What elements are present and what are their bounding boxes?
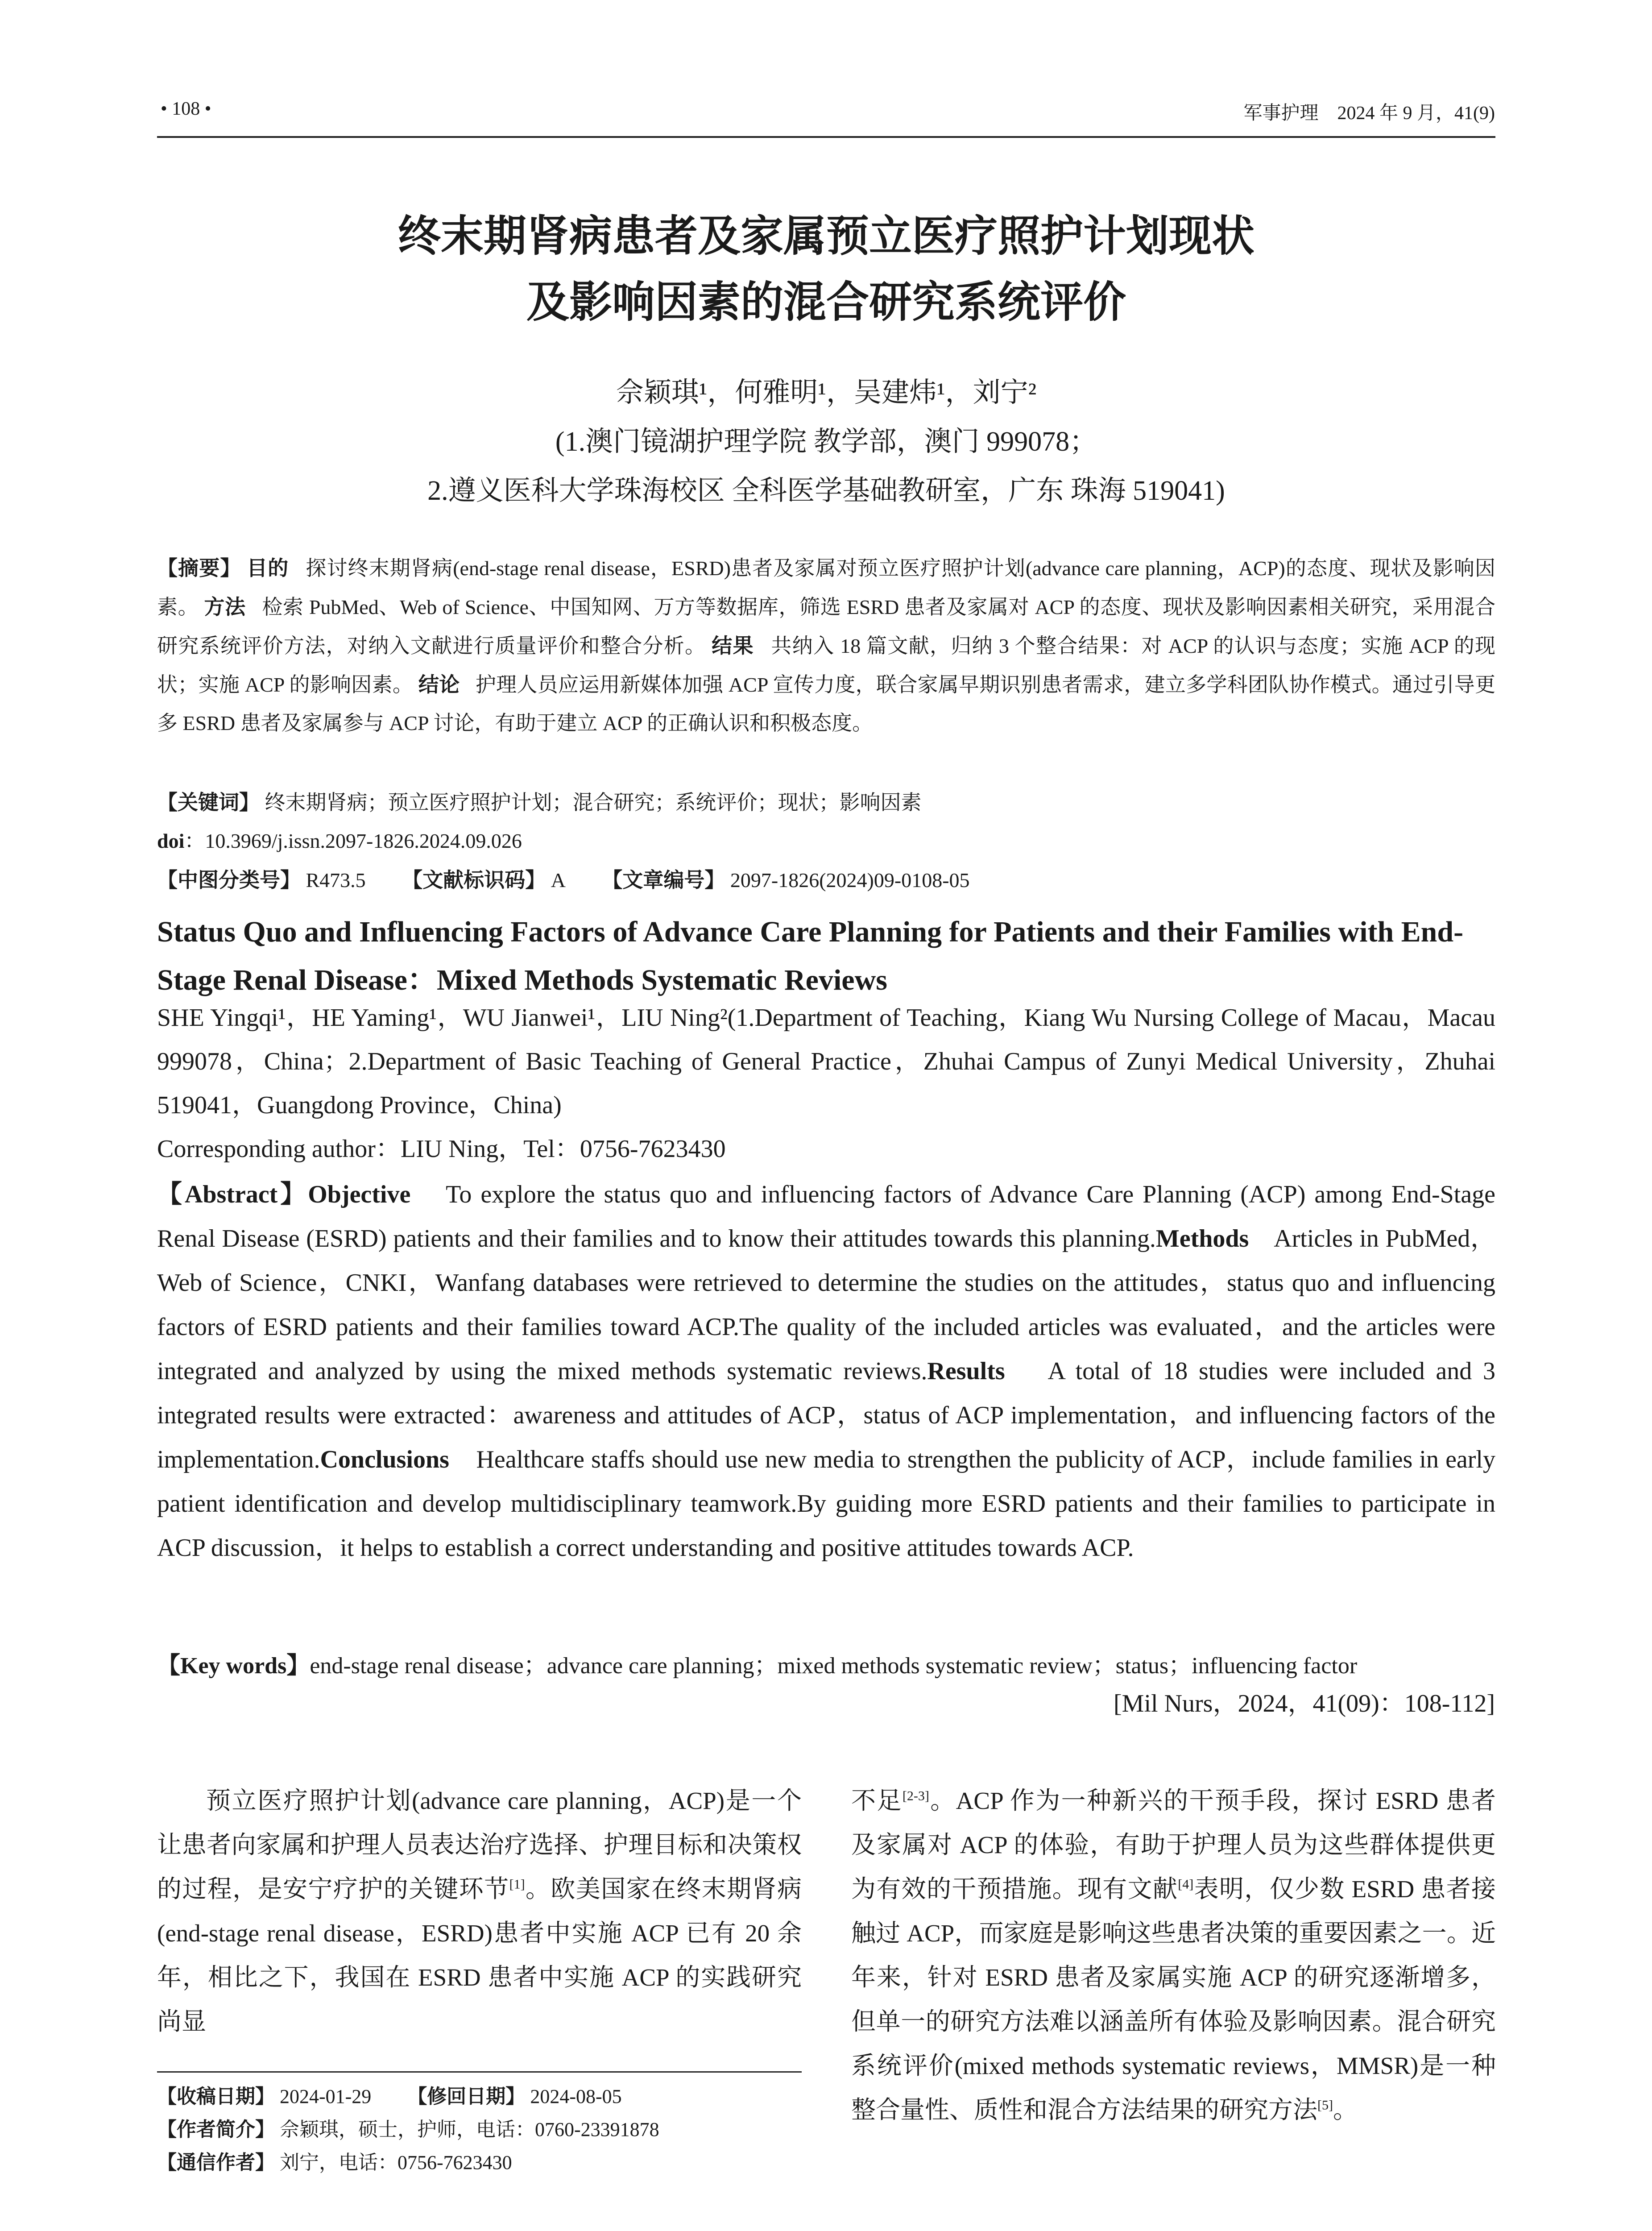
reference-marker: [2-3]	[902, 1788, 929, 1804]
conclusions-en-text: Healthcare staffs should use new media to strengthen the publicity of ACP，include families in early patient identification and develop multidisciplinary teamwork.By guiding more ESRD patients and their families to participate in ACP discussion，it helps to establish a correct understanding and positive attitudes towards ACP.	[157, 1446, 1495, 1562]
article-number-label: 【文章编号】	[602, 868, 725, 892]
revised-date: 2024-08-05	[530, 2086, 622, 2107]
keywords-en-label: 【Key words】	[157, 1653, 310, 1679]
doc-code-value: A	[551, 869, 566, 892]
abstract-cn	[157, 549, 1495, 742]
results-en-text: A total of 18 studies were included and 3 integrated results were extracted：awareness and attitudes of ACP，status of ACP implementation，and influencing factors of the implementation.	[157, 1357, 1495, 1473]
affiliation-1: (1.澳门镜湖护理学院 教学部，澳门 999078；	[555, 427, 1097, 457]
citation: [Mil Nurs，2024，41(09)：108-112]	[1114, 1690, 1495, 1717]
doc-code-label: 【文献标识码】	[402, 868, 546, 892]
english-authors: SHE Yingqi¹，HE Yaming¹，WU Jianwei¹，LIU Ning²(1.Department of Teaching，Kiang Wu Nursing College of Macau，Macau 999078，China；2.Department of Basic Teaching of General Practice，Zhuhai Campus of Zunyi Medical University，Zhuhai 519041，Guangdong Province，China)	[157, 1004, 1495, 1119]
doi-label: doi	[157, 829, 185, 852]
keywords-en-text: end-stage renal disease；advance care planning；mixed methods systematic review；status；influencing factor	[310, 1653, 1358, 1679]
body-paragraph-1	[157, 1779, 802, 2044]
header-rule	[157, 136, 1495, 138]
body-text: 预立医疗照护计划(advance care planning，ACP)是一个让患者向家属和护理人员表达治疗选择、护理目标和决策权的过程，是安宁疗护的关键环节	[157, 1787, 802, 1903]
body-text: 。欧美国家在终末期肾病(end-stage renal disease，ESRD)患者中实施 ACP 已有 20 余年，相比之下，我国在 ESRD 患者中实施 ACP 的实践研究尚显	[157, 1875, 802, 2035]
keywords-cn	[157, 783, 1495, 822]
body-text: 。	[1333, 2096, 1358, 2123]
author-info-label: 【作者简介】	[157, 2118, 275, 2141]
received-date: 2024-01-29	[280, 2086, 372, 2107]
results-en-label: Results	[927, 1357, 1005, 1385]
abstract-en-label: 【Abstract】	[157, 1181, 308, 1208]
body-column-right	[851, 1779, 1496, 2132]
title-line-2: 及影响因素的混合研究系统评价	[526, 277, 1126, 327]
article-number-value: 2097-1826(2024)09-0108-05	[730, 869, 970, 892]
conclusions-en-label: Conclusions	[320, 1446, 449, 1473]
author-block	[157, 368, 1495, 515]
objective-en-text: To explore the status quo and influencing factors of Advance Care Planning (ACP) among End-Stage Renal Disease (ESRD) patients and their families and to know their attitudes towards this planning.	[157, 1181, 1495, 1252]
footnote-corresponding	[157, 2146, 802, 2179]
corresponding-info: 刘宁，电话：0756-7623430	[280, 2152, 512, 2173]
article-title	[157, 203, 1495, 335]
footnote-author	[157, 2113, 802, 2146]
results-label: 结果	[712, 634, 754, 658]
body-text: 表明，仅少数 ESRD 患者接触过 ACP，而家庭是影响这些患者决策的重要因素之一。近年来，针对 ESRD 患者及家属实施 ACP 的研究逐渐增多，但单一的研究方法难以涵盖所有体验及影响因素。混合研究系统评价(mixed methods systematic reviews，MMSR)是一种整合量性、质性和混合方法结果的研究方法	[851, 1875, 1496, 2123]
results-text: 共纳入 18 篇文献，归纳 3 个整合结果：对 ACP 的认识与态度；实施 ACP 的现状；实施 ACP 的影响因素。	[157, 634, 1496, 696]
keywords-text: 终末期肾病；预立医疗照护计划；混合研究；系统评价；现状；影响因素	[265, 791, 922, 814]
body-text: 。ACP 作为一种新兴的干预手段，探讨 ESRD 患者及家属对 ACP 的体验，有助于护理人员为这些群体提供更为有效的干预措施。现有文献	[851, 1787, 1496, 1903]
journal-issue: 军事护理 2024 年 9 月，41(9)	[1243, 103, 1495, 124]
title-line-1: 终末期肾病患者及家属预立医疗照护计划现状	[398, 211, 1255, 261]
body-paragraph-2	[851, 1779, 1496, 2132]
reference-marker: [4]	[1178, 1877, 1194, 1892]
page-number: • 108 •	[161, 99, 211, 119]
clc-label: 【中图分类号】	[157, 868, 301, 892]
methods-en-text: Articles in PubMed，Web of Science，CNKI，Wanfang databases were retrieved to determine the studies on the attitudes，status quo and influencing factors of ESRD patients and their families toward ACP.The quality of the included articles was evaluated，and the articles were integrated and analyzed by using the mixed methods systematic reviews.	[157, 1225, 1496, 1385]
objective-label: 目的	[247, 556, 289, 580]
english-title: Status Quo and Influencing Factors of Advance Care Planning for Patients and their Families with End-Stage Renal Disease：Mixed Methods Systematic Reviews	[157, 916, 1464, 996]
methods-label: 方法	[204, 595, 246, 619]
conclusion-text: 护理人员应运用新媒体加强 ACP 宣传力度，联合家属早期识别患者需求，建立多学科团队协作模式。通过引导更多 ESRD 患者及家属参与 ACP 讨论，有助于建立 ACP 的正确认识和积极态度。	[157, 673, 1496, 734]
footnote	[157, 2080, 802, 2179]
reference-marker: [1]	[509, 1877, 525, 1892]
english-author-block	[157, 996, 1495, 1171]
conclusion-label: 结论	[418, 672, 460, 697]
english-keywords	[157, 1648, 1495, 1684]
corresponding-label: 【通信作者】	[157, 2151, 275, 2174]
revised-label: 【修回日期】	[407, 2085, 526, 2108]
corresponding-author: Corresponding author：LIU Ning，Tel：0756-7623430	[157, 1135, 726, 1163]
footnote-rule	[157, 2071, 802, 2073]
methods-en-label: Methods	[1155, 1225, 1249, 1252]
body-text: 不足	[851, 1787, 903, 1814]
affiliation-2: 2.遵义医科大学珠海校区 全科医学基础教研室，广东 珠海 519041)	[427, 476, 1225, 506]
objective-en-label: Objective	[308, 1181, 411, 1208]
abstract-label: 【摘要】	[157, 556, 241, 580]
english-abstract	[157, 1173, 1495, 1570]
clc-value: R473.5	[306, 869, 366, 892]
footnote-dates	[157, 2080, 802, 2113]
body-column-left	[157, 1779, 802, 2044]
received-label: 【收稿日期】	[157, 2085, 275, 2108]
author-info: 佘颖琪，硕士，护师，电话：0760-23391878	[280, 2119, 659, 2140]
author-names: 佘颖琪¹，何雅明¹，吴建炜¹，刘宁²	[616, 377, 1037, 408]
objective-text: 探讨终末期肾病(end-stage renal disease，ESRD)患者及家属对预立医疗照护计划(advance care planning，ACP)的态度、现状及影响因素。	[157, 557, 1496, 618]
doi-line	[157, 822, 1495, 860]
doi-text: ：10.3969/j.issn.2097-1826.2024.09.026	[184, 829, 522, 852]
classification-line	[157, 861, 1495, 900]
methods-text: 检索 PubMed、Web of Science、中国知网、万方等数据库，筛选 ESRD 患者及家属对 ACP 的态度、现状及影响因素相关研究，采用混合研究系统评价方法，对纳入文献进行质量评价和整合分析。	[157, 596, 1496, 657]
keywords-label: 【关键词】	[157, 790, 260, 814]
reference-marker: [5]	[1317, 2098, 1333, 2113]
